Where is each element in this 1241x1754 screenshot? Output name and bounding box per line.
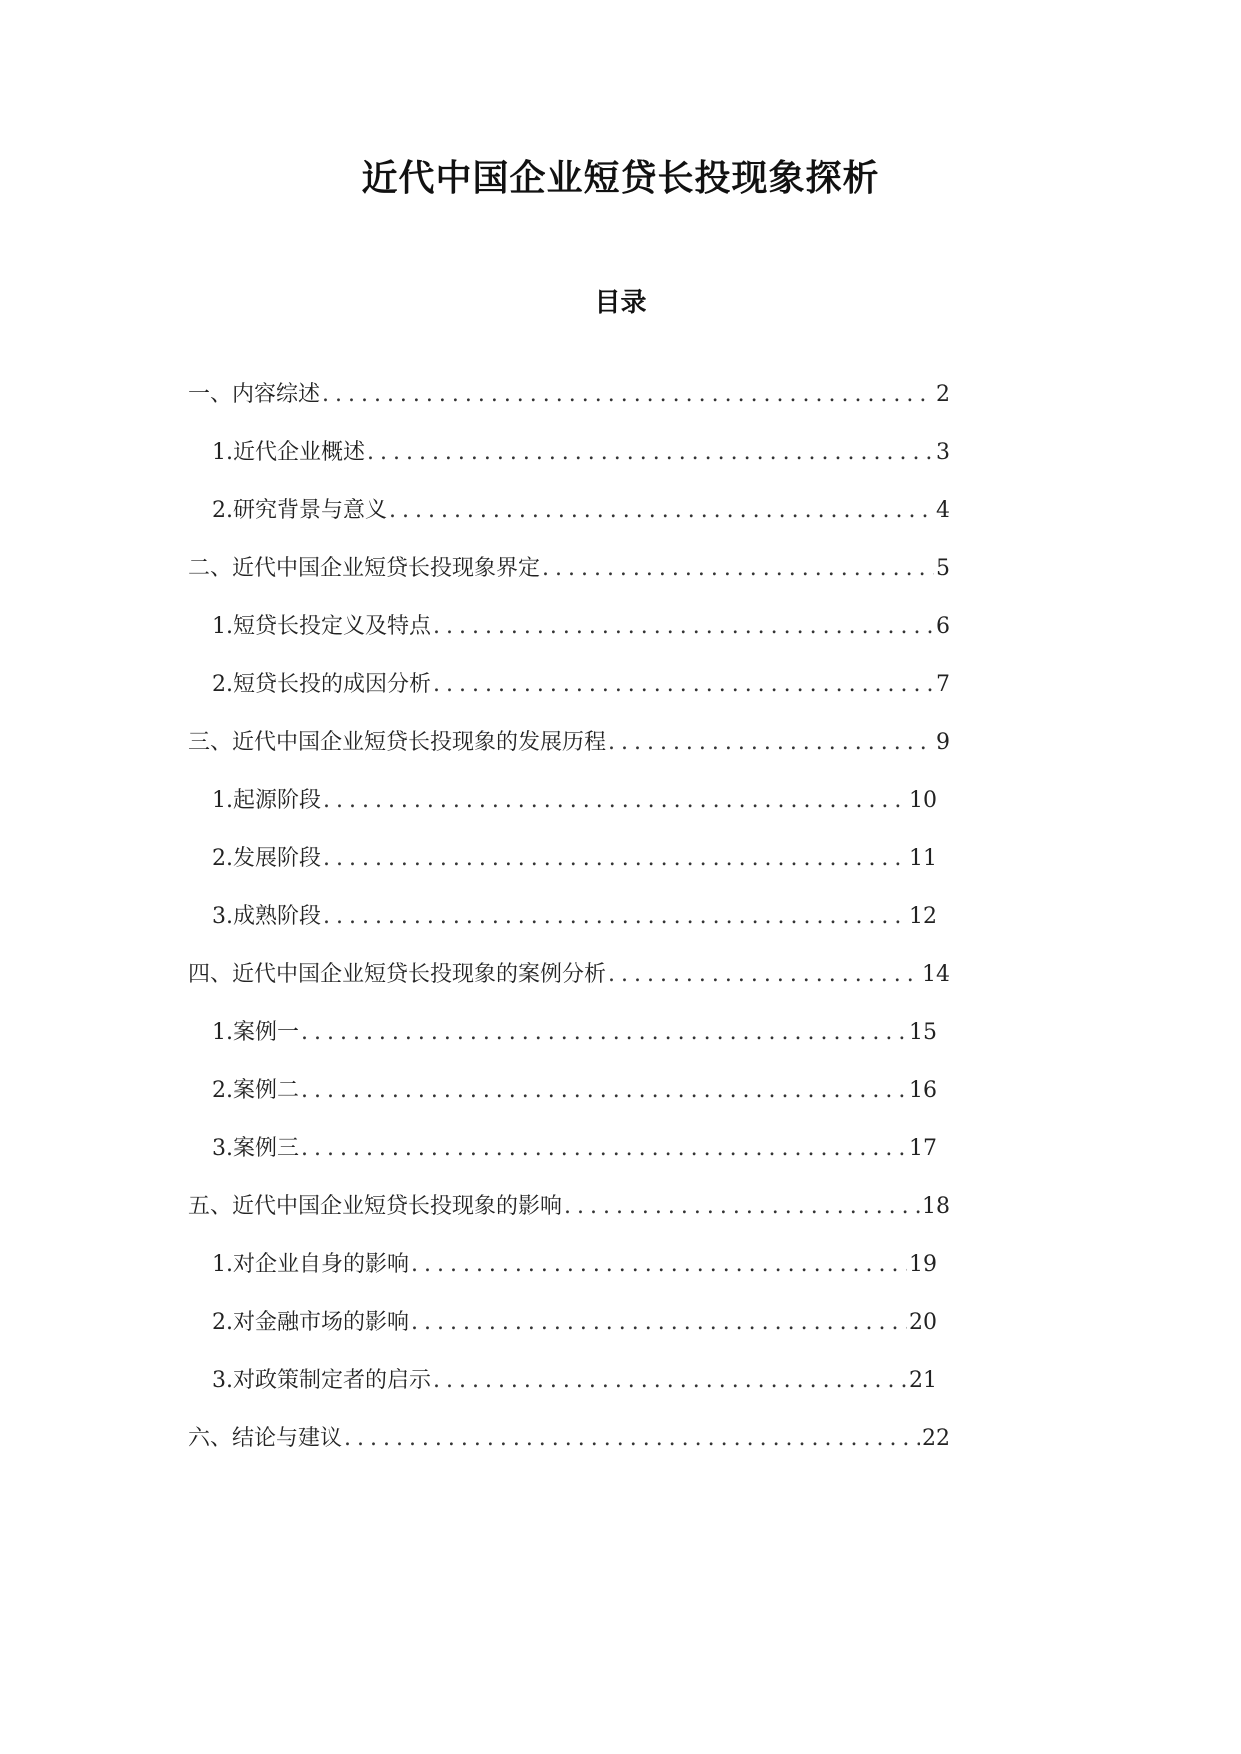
toc-entry-label: 对企业自身的影响	[233, 1252, 410, 1277]
toc-page-number: 17	[909, 1136, 937, 1161]
toc-page-number: 9	[936, 730, 950, 755]
toc-leader-dots	[389, 496, 934, 526]
toc-entry-label: 五、近代中国企业短贷长投现象的影响	[188, 1194, 563, 1219]
toc-entry-label: 对金融市场的影响	[233, 1310, 410, 1335]
toc-entry-number: 2.	[212, 1310, 233, 1335]
toc-leader-dots	[301, 1018, 907, 1048]
toc-entry-label: 案例一	[233, 1020, 300, 1045]
toc-entry-label: 一、内容综述	[188, 382, 321, 407]
toc-entry-6[interactable]	[188, 1424, 950, 1454]
toc-entry-number: 2.	[212, 1078, 233, 1103]
toc-entry-3-3[interactable]	[212, 902, 937, 932]
toc-entry-3[interactable]	[188, 728, 950, 758]
toc-entry-1-1[interactable]	[212, 438, 950, 468]
toc-entry-4-3[interactable]	[212, 1134, 937, 1164]
toc-entry-label: 短贷长投定义及特点	[233, 614, 432, 639]
toc-leader-dots	[433, 670, 934, 700]
toc-entry-number: 3.	[212, 1136, 233, 1161]
toc-entry-2[interactable]	[188, 554, 950, 584]
toc-entry-4-2[interactable]	[212, 1076, 937, 1106]
toc-page-number: 3	[936, 440, 950, 465]
toc-entry-label: 六、结论与建议	[188, 1426, 343, 1451]
toc-page-number: 7	[936, 672, 950, 697]
toc-page-number: 5	[936, 556, 950, 581]
toc-heading: 目录	[594, 288, 647, 318]
toc-page-number: 22	[922, 1426, 950, 1451]
toc-leader-dots	[608, 728, 934, 758]
toc-entry-number: 1.	[212, 1252, 233, 1277]
toc-entry-label: 起源阶段	[233, 788, 322, 813]
toc-entry-label: 研究背景与意义	[233, 498, 388, 523]
toc-entry-label: 二、近代中国企业短贷长投现象界定	[188, 556, 541, 581]
toc-entry-number: 2.	[212, 498, 233, 523]
toc-page-number: 12	[909, 904, 937, 929]
toc-page-number: 21	[909, 1368, 937, 1393]
toc-leader-dots	[322, 380, 934, 410]
toc-page-number: 6	[936, 614, 950, 639]
toc-entry-number: 1.	[212, 440, 233, 465]
toc-entry-label: 成熟阶段	[233, 904, 322, 929]
toc-entry-number: 3.	[212, 904, 233, 929]
toc-page-number: 19	[909, 1252, 937, 1277]
toc-page-number: 4	[936, 498, 950, 523]
toc-entry-5-1[interactable]	[212, 1250, 937, 1280]
toc-leader-dots	[301, 1134, 907, 1164]
toc-entry-number: 2.	[212, 846, 233, 871]
toc-entry-1[interactable]	[188, 380, 950, 410]
toc-leader-dots	[542, 554, 934, 584]
toc-entry-number: 1.	[212, 1020, 233, 1045]
toc-leader-dots	[608, 960, 920, 990]
toc-entry-number: 1.	[212, 788, 233, 813]
toc-page-number: 2	[936, 382, 950, 407]
toc-leader-dots	[564, 1192, 920, 1222]
toc-entry-label: 案例二	[233, 1078, 300, 1103]
toc-entry-label: 三、近代中国企业短贷长投现象的发展历程	[188, 730, 607, 755]
toc-leader-dots	[323, 902, 907, 932]
toc-page-number: 18	[922, 1194, 950, 1219]
toc-entry-5-3[interactable]	[212, 1366, 937, 1396]
toc-page-number: 20	[909, 1310, 937, 1335]
toc-page-number: 16	[909, 1078, 937, 1103]
toc-entry-4[interactable]	[188, 960, 950, 990]
toc-leader-dots	[411, 1308, 907, 1338]
toc-entry-label: 四、近代中国企业短贷长投现象的案例分析	[188, 962, 607, 987]
toc-page-number: 14	[922, 962, 950, 987]
toc-leader-dots	[433, 612, 934, 642]
toc-entry-label: 对政策制定者的启示	[233, 1368, 432, 1393]
toc-entry-2-1[interactable]	[212, 612, 950, 642]
toc-leader-dots	[301, 1076, 907, 1106]
toc-entry-1-2[interactable]	[212, 496, 950, 526]
toc-entry-label: 案例三	[233, 1136, 300, 1161]
toc-entry-4-1[interactable]	[212, 1018, 937, 1048]
toc-entry-5[interactable]	[188, 1192, 950, 1222]
toc-leader-dots	[411, 1250, 907, 1280]
toc-leader-dots	[323, 844, 907, 874]
toc-entry-number: 1.	[212, 614, 233, 639]
toc-entry-3-2[interactable]	[212, 844, 937, 874]
toc-leader-dots	[367, 438, 934, 468]
toc-entry-label: 短贷长投的成因分析	[233, 672, 432, 697]
toc-entry-label: 近代企业概述	[233, 440, 366, 465]
toc-page-number: 10	[909, 788, 937, 813]
toc-entry-5-2[interactable]	[212, 1308, 937, 1338]
toc-entry-number: 2.	[212, 672, 233, 697]
toc-leader-dots	[433, 1366, 907, 1396]
toc-entry-3-1[interactable]	[212, 786, 937, 816]
toc-entry-2-2[interactable]	[212, 670, 950, 700]
toc-entry-number: 3.	[212, 1368, 233, 1393]
toc-leader-dots	[344, 1424, 920, 1454]
toc-leader-dots	[323, 786, 907, 816]
toc-page-number: 11	[909, 846, 937, 871]
toc-entry-label: 发展阶段	[233, 846, 322, 871]
document-title: 近代中国企业短贷长投现象探析	[361, 157, 880, 199]
toc-page-number: 15	[909, 1020, 937, 1045]
